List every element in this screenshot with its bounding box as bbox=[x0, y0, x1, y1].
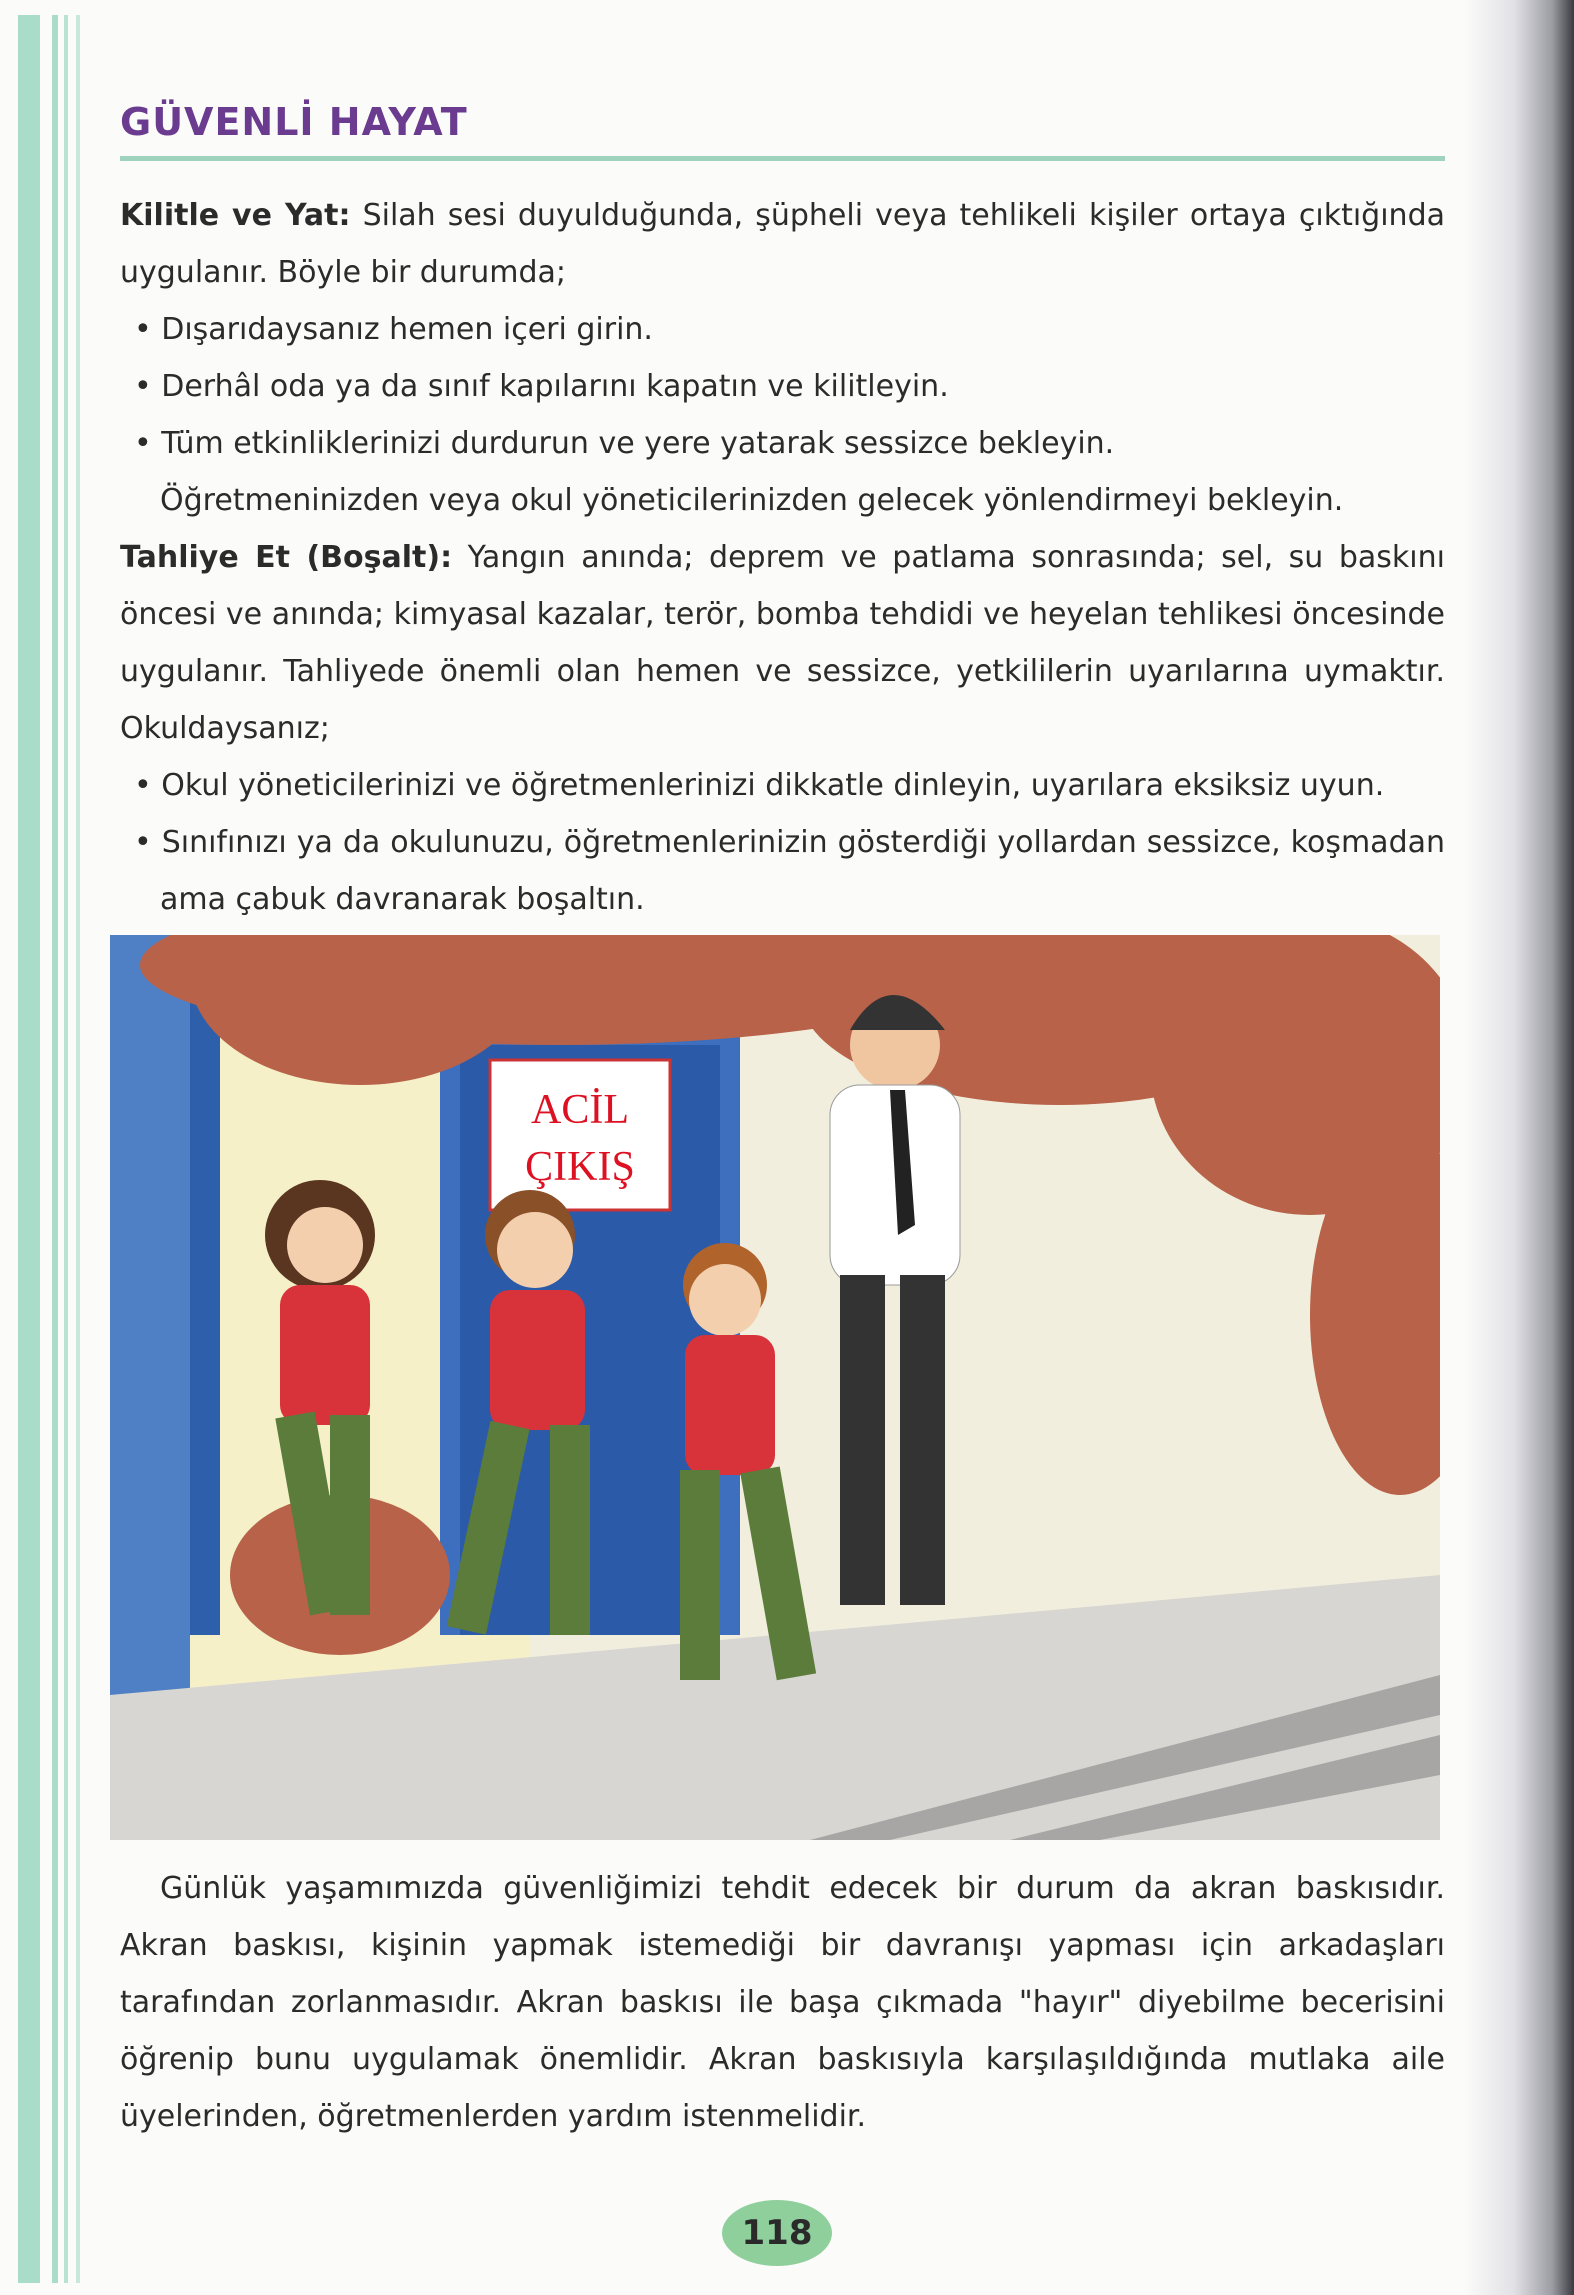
sign-text: ÇIKIŞ bbox=[525, 1144, 635, 1190]
list-item-text: Tüm etkinliklerinizi durdurun ve yere yatarak sessizce bekleyin. bbox=[161, 426, 1115, 461]
list-item-text: Okul yöneticilerinizi ve öğretmenlerinizi dikkatle dinleyin, uyarılara eksiksiz uyun. bbox=[161, 768, 1385, 803]
section-text: Silah sesi duyulduğunda, şüpheli veya tehlikeli kişiler ortaya çıktığında uygulanır. Böyle bir durumda; bbox=[120, 198, 1445, 290]
list-item: • Okul yöneticilerinizi ve öğretmenlerinizi dikkatle dinleyin, uyarılara eksiksiz uyun. bbox=[134, 768, 1385, 803]
section-evacuate bbox=[120, 529, 1445, 757]
margin-stripe bbox=[64, 15, 68, 2283]
margin-stripe bbox=[76, 15, 80, 2283]
list-item-text: Dışarıdaysanız hemen içeri girin. bbox=[161, 312, 653, 347]
peer-pressure-paragraph bbox=[120, 1860, 1445, 2145]
list-item: • Sınıfınızı ya da okulunuzu, öğretmenlerinizin gösterdiği yollardan sessizce, koşmadan ama çabuk davranarak boşaltın. bbox=[134, 825, 1446, 917]
section-text: Yangın anında; deprem ve patlama sonrasında; sel, su baskını öncesi ve anında; kimyasal kazalar, terör, bomba tehdidi ve heyelan tehlikesi öncesinde uygulanır. Tahliyede önemli olan hemen ve sessizce, yetkililerin uyarılarına uymaktır. Okuldaysanız; bbox=[120, 540, 1445, 746]
page-number: 118 bbox=[722, 2200, 832, 2266]
list-item-text: Derhâl oda ya da sınıf kapılarını kapatın ve kilitleyin. bbox=[161, 369, 949, 404]
section-closing: Öğretmeninizden veya okul yöneticilerinizden gelecek yönlendirmeyi bekleyin. bbox=[160, 483, 1344, 518]
list-item-text: Sınıfınızı ya da okulunuzu, öğretmenlerinizin gösterdiği yollardan sessizce, koşmadan ama çabuk davranarak boşaltın. bbox=[160, 825, 1446, 917]
term-label: Kilitle ve Yat: bbox=[120, 198, 351, 233]
sign-text: ACİL bbox=[531, 1087, 629, 1133]
list-item: • Dışarıdaysanız hemen içeri girin. bbox=[134, 312, 653, 347]
margin-stripe bbox=[52, 15, 58, 2283]
page-binding-edge bbox=[1464, 0, 1574, 2295]
exit-sign bbox=[490, 1060, 670, 1210]
evacuation-illustration bbox=[110, 935, 1440, 1840]
section-lock-and-lie bbox=[120, 187, 1445, 928]
list-item: • Derhâl oda ya da sınıf kapılarını kapatın ve kilitleyin. bbox=[134, 369, 949, 404]
paragraph-text: Günlük yaşamımızda güvenliğimizi tehdit edecek bir durum da akran baskısıdır. Akran baskısı, kişinin yapmak istemediği bir davranışı yapması için arkadaşları tarafından zorlanmasıdır. Akran baskısı ile başa çıkmada "hayır" diyebilme becerisini öğrenip bunu uygulamak önemlidir. Akran baskısıyla karşılaşıldığında mutlaka aile üyelerinden, öğretmenlerden yardım istenmelidir. bbox=[120, 1871, 1445, 2134]
section-intro bbox=[120, 187, 1445, 301]
header-divider bbox=[120, 156, 1445, 161]
page-header-title: GÜVENLİ HAYAT bbox=[120, 100, 468, 144]
term-label: Tahliye Et (Boşalt): bbox=[120, 540, 453, 575]
list-item: • Tüm etkinliklerinizi durdurun ve yere yatarak sessizce bekleyin. bbox=[134, 426, 1115, 461]
margin-stripe bbox=[18, 15, 40, 2283]
